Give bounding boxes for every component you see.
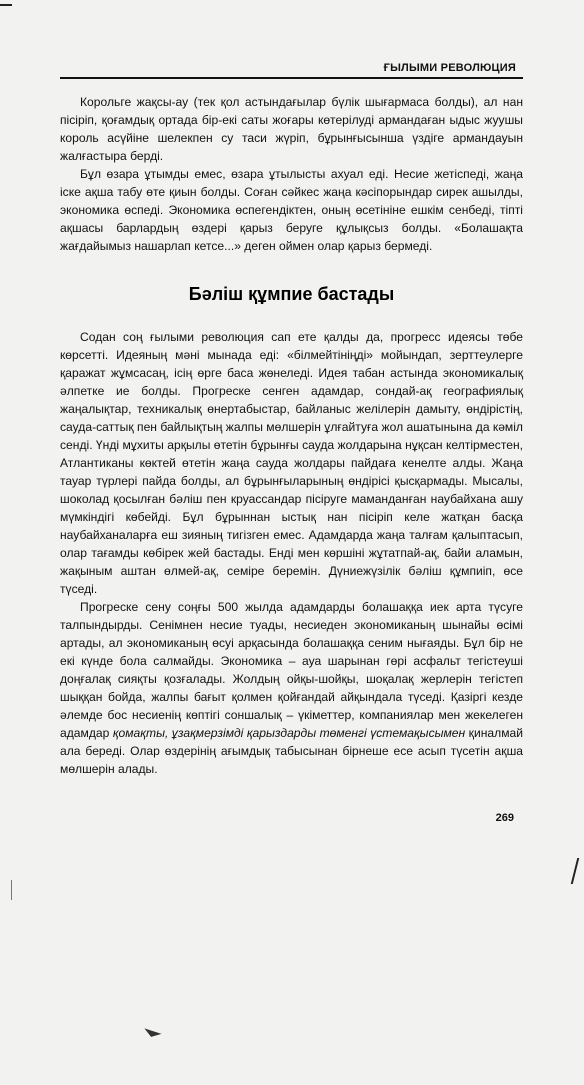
right-edge-scan-mark xyxy=(564,858,579,884)
paragraph-2: Бұл өзара ұтымды емес, өзара ұтылысты ахуал еді. Несие жетіспеді, жаңа іске ақша табу өте қиын болды. Соған сәйкес жаңа кәсіпорындар сирек ашылды, экономика өспеді. Экономика өспегендіктен, оның өсетініне ешкім сенбеді, тіпті ақшасы барлардың өздері қарыз беруге құлықсыз болды. «Болашақта жағдайымыз нашарлап кетсе...» деген оймен олар қарыз бермеді. xyxy=(60,167,523,253)
bottom-scan-mark xyxy=(143,1028,162,1039)
header-rule xyxy=(60,77,523,79)
left-edge-scan-mark xyxy=(11,880,16,900)
paragraph-3: Содан соң ғылыми революция сап ете қалды да, прогресс идеясы төбе көрсетті. Идеяның мәні мынада еді: «білмейтініңді» мойындап, зерттеулерге қаражат жұмсасаң, ісің өрге баса жөнеледі. Идея табан астында экономикалық әлпетке ие болды. Прогреске сенген адамдар, сондай-ақ географиялық жаңалықтар, техникалық өнертабыстар, байланыс желілерін дамыту, өндірістің, сауда-саттық пен байлықтың жалпы мөлшерін ұлғайтуға жол ашатынына да кәміл сенді. Үнді мұхиты арқылы өтетін бұрынғы сауда жолдарына нұқсан келтірместен, Атлантиканы көктей өтетін жаңа сауда жолдары пайдаға кенелте алды. Жаңа тауар түрлері пайда болды, ал бұрынғыларының өндірісі қысқармады. Мысалы, шоколад қосылған бәліш пен круассандар пісіруге маманданған наубайхана ашу мүмкіндігі көбейді. Бұл бұрыннан ыстық нан пісіріп келе жатқан басқа наубайханаларға еш зияның тигізген емес. Адамдарда жаңа талғам қалыптасып, олар тағамды көбірек жей бастады. Енді мен көршіні жұтатпай-ақ, байи аламын, жақыным аштан өлмей-ақ, семіре беремін. Дүниежүзілік бәліш құмпиіп, өсе түседі. xyxy=(60,330,523,596)
running-header: ҒЫЛЫМИ РЕВОЛЮЦИЯ xyxy=(383,62,516,74)
italic-phrase: қомақты, ұзақмерзімді қарыздарды төменгі үстемақысымен xyxy=(112,726,466,740)
paragraph-1: Корольге жақсы-ау (тек қол астындағылар бүлік шығармаса болды), ал нан пісіріп, қоғамдық ортада бір-екі саты жоғары көтерілуді армандаған ыдыс жуушы король асүйіне шелекпен су таси жүріп, бұрынғысынша үздіге армандауын жалғастыра берді. xyxy=(60,95,523,163)
paragraph-4-lead-text: Прогреске сену соңғы 500 жылда адамдарды болашаққа иек арта түсуге талпындырды. Сенімнен несие туады, несиеден экономиканың шынайы өсімі артады, ал экономиканың өсуі арқасында болашаққа сеним нығаяды. Бұл бір не екі күнде бола салмайды. Экономика – ауа шарынан гөрі асфальт тегістеуші доңғалақ сияқты қозғалады. Жолдың ойқы-шойқы, шоқалақ жерлерін тегістеп шыққан бойда, жалпы бағыт қолмен қойғандай айқындала түседі. Қазіргі кезде әлемде бос несиенің көптігі соншалық – үкіметтер, компаниялар мен жекелеген адамдар xyxy=(60,600,523,740)
paragraph-4 xyxy=(60,598,523,778)
section-title: Бәліш құмпие бастады xyxy=(188,284,395,304)
page-number: 269 xyxy=(495,812,514,824)
page-content xyxy=(60,93,523,778)
paragraph-4-closing-text: қиналмай ала береді. Олар өздерінің ағымдық табысынан бірнеше есе асып түсетін ақша мөлшерін алады. xyxy=(60,726,523,776)
corner-scan-mark xyxy=(0,4,12,6)
